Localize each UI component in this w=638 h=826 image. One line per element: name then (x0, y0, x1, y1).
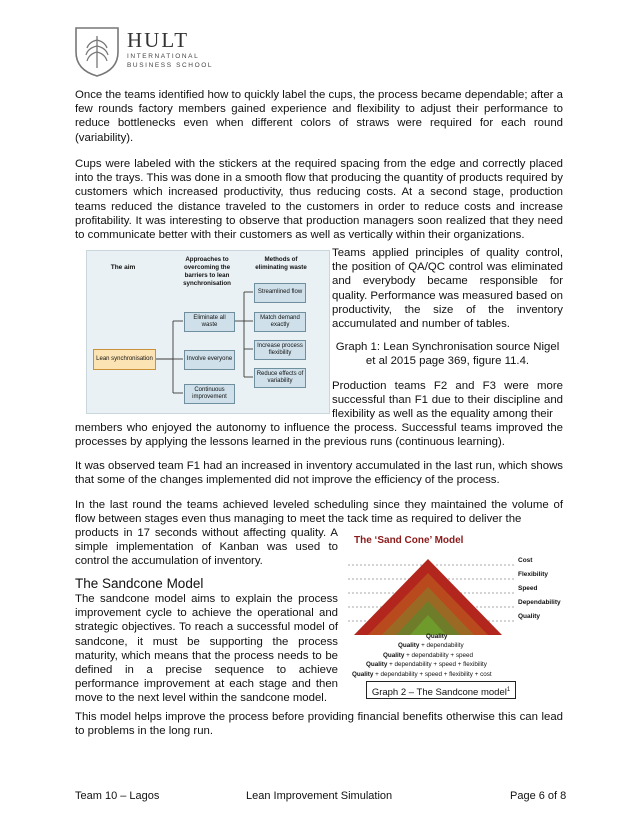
footer-title: Lean Improvement Simulation (246, 790, 393, 802)
sandcone-stage-label: Quality + dependability + speed + flexibility + cost (352, 671, 492, 678)
approach-box: Involve everyone (184, 350, 235, 370)
section-heading-sandcone: The Sandcone Model (75, 576, 204, 591)
footer-team: Team 10 – Lagos (75, 790, 160, 802)
paragraph-8: This model helps improve the process before providing financial benefits otherwise this can lead to problems in the long run. (75, 711, 563, 738)
paragraph-4-rest: members who enjoyed the autonomy to influence the process. Successful teams improved the processes by applying the lessons learned in the previous runs (continuous learning). (75, 422, 563, 449)
paragraph-3: Teams applied principles of quality control, the position of QA/QC control was eliminated and everybody became responsible for quality. Performance was measured based on productivity, the size of the inventory accumulated and number of tables. (332, 247, 563, 331)
school-crest-icon (72, 24, 122, 78)
method-box: Reduce effects of variability (254, 368, 306, 388)
sandcone-diagram (348, 535, 564, 705)
school-subtitle: INTERNATIONAL BUSINESS SCHOOL (127, 53, 214, 69)
method-box: Increase process flexibility (254, 340, 306, 360)
graph2-caption: Graph 2 – The Sandcone model$^1$ (366, 681, 516, 699)
method-box: Match demand exactly (254, 312, 306, 332)
paragraph-1: Once the teams identified how to quickly label the cups, the process became dependable; after a few rounds factory members gained experience and flexibility to adjust their performance to reduce bottlenecks even when different colors of straws were required for each round (variability). (75, 89, 563, 144)
footer-page-number: Page 6 of 8 (510, 790, 567, 802)
paragraph-4-side: Production teams F2 and F3 were more successful than F1 due to their discipline and flexibility as well as the equality among their (332, 380, 563, 421)
sandcone-stage-label: Quality + dependability + speed + flexibility (366, 661, 487, 668)
col-header-aim: The aim (110, 264, 136, 271)
sandcone-title: The ‘Sand Cone’ Model (354, 535, 464, 546)
layer-label: Dependability (518, 599, 561, 606)
layer-label: Cost (518, 557, 533, 564)
sandcone-stage-label: Quality + dependability (398, 642, 464, 649)
paragraph-5: It was observed team F1 had an increased in inventory accumulated in the last run, which shows that some of the changes implemented did not improve the efficiency of the process. (75, 460, 563, 487)
approach-box: Eliminate all waste (184, 312, 235, 332)
paragraph-2: Cups were labeled with the stickers at the required spacing from the edge and correctly placed into the trays. This was done in a smooth flow that producing the quantity of products required by customers which increased productivity, thus reducing costs. At a second stage, production teams reduced the distance traveled to the customers in order to reduce costs and increase profitability. It was interesting to observe that production managers soon realized that they need to communicate better with their customers as well as vertically within their organizations. (75, 158, 563, 242)
aim-box: Lean synchronisation (93, 349, 156, 370)
col-header-approaches: Approaches to overcoming the barriers to lean synchronisation (183, 256, 231, 287)
paragraph-7: The sandcone model aims to explain the process improvement cycle to achieve the operational and strategic objectives. To reach a successful model of sandcone, it must be supporting the process maturity, which means that the process needs to be defined in a precise sequence to achieve performance improvement at each stage and then move to the next level within the sandcone model. (75, 593, 338, 705)
school-name: HULT (127, 28, 190, 52)
sandcone-stage-label: Quality (426, 633, 448, 640)
method-box: Streamlined flow (254, 283, 306, 303)
layer-label: Speed (518, 585, 538, 592)
col-header-methods: Methods of eliminating waste (255, 256, 307, 271)
sandcone-stage-label: Quality + dependability + speed (383, 652, 473, 659)
approach-box: Continuous improvement (184, 384, 235, 404)
paragraph-6-side: products in 17 seconds without affecting quality. A simple implementation of Kanban was used to control the accumulation of inventory. (75, 527, 338, 568)
lean-synchronisation-diagram (86, 250, 330, 414)
layer-label: Flexibility (518, 571, 548, 578)
paragraph-6: In the last round the teams achieved leveled scheduling since they maintained the volume of flow between stages even thus managing to meet the tack time as required to deliver the (75, 499, 563, 526)
graph1-caption: Graph 1: Lean Synchronisation source Nigel et al 2015 page 369, figure 11.4. (335, 341, 560, 368)
layer-label: Quality (518, 613, 541, 620)
